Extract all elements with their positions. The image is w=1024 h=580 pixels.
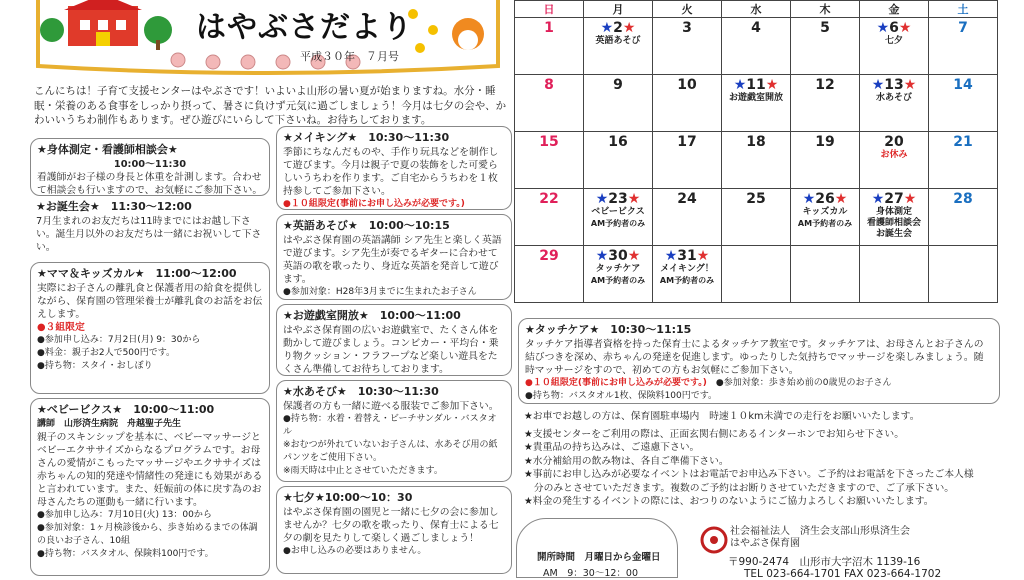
event-title: ★水あそび★ xyxy=(283,385,347,398)
calendar-week-row xyxy=(515,189,998,246)
event-line: ●参加申し込み：7月2日(月) 9：30から xyxy=(37,335,201,345)
day-number-text: 13 xyxy=(884,77,904,93)
day-number-text: 11 xyxy=(746,77,766,93)
star-icon: ★ xyxy=(876,20,890,36)
calendar-day-cell xyxy=(929,18,998,75)
day-number: 8 xyxy=(544,77,554,93)
calendar-week-row xyxy=(515,246,998,303)
event-note: ●お申し込みの必要はありません。 xyxy=(283,546,427,556)
calendar-event: ベビービクス xyxy=(591,207,645,217)
org-line: はやぶさ保育園 xyxy=(730,538,800,549)
calendar-week-row xyxy=(515,18,998,75)
weekday-label: 日 xyxy=(515,1,584,18)
calendar-day-cell xyxy=(515,132,584,189)
calendar-event: 七夕 xyxy=(884,36,903,46)
day-number: 19 xyxy=(815,134,835,150)
event-title: ★身体測定・看護師相談会★ xyxy=(37,143,178,156)
star-icon: ★ xyxy=(595,191,609,207)
day-number xyxy=(586,20,650,36)
event-body: 親子のスキンシップを基本に、ベビーマッサージとベビーエクササイズからなるプログラムです。お母さんの愛情がこもったマッサージやエクササイズは赤ちゃんの知的発達や情緒性の発達にも効果があると言われています。また、妊娠前の体に戻す為のお母さんたちの運動も一緒に行います。 xyxy=(37,432,263,508)
calendar-day-cell xyxy=(722,132,791,189)
calendar-day-cell xyxy=(791,189,860,246)
calendar-event: タッチケア xyxy=(595,264,641,274)
event-limit: ●１０組限定(事前にお申し込みが必要です。) xyxy=(525,378,707,388)
calendar-day-cell xyxy=(515,246,584,303)
event-body: 7月生まれのお友だちは11時までにはお越し下さい。誕生月以外のお友だちは一緒にお祝いして下さい。 xyxy=(36,216,262,253)
day-number: 15 xyxy=(539,134,559,150)
weekday-label: 水 xyxy=(722,1,791,18)
event-line: ●料金：親子お2人で500円です。 xyxy=(37,348,176,358)
calendar-day-cell xyxy=(722,189,791,246)
phone-fax: TEL 023-664-1701 FAX 023-664-1702 xyxy=(744,568,942,580)
calendar-week-row xyxy=(515,132,998,189)
event-body: はやぶさ保育園の英語講師 シア先生と楽しく英語で遊びます。シア先生が奏でるギターに合わせて英語の歌を歌ったり、身近な英語を発音して遊びます。 xyxy=(283,235,502,285)
calendar-day-cell xyxy=(929,189,998,246)
issue-date: 平成３０年 ７月号 xyxy=(300,50,399,63)
event-title: ★お誕生会★ xyxy=(36,200,100,213)
star-icon: ★ xyxy=(898,20,912,36)
calendar-day-cell xyxy=(860,18,929,75)
event-time: 10:30～11:30 xyxy=(357,385,439,398)
day-number: 5 xyxy=(820,20,830,36)
calendar-event: お休み xyxy=(880,150,908,160)
day-number-text: 31 xyxy=(677,248,697,264)
day-number-text: 6 xyxy=(889,20,899,36)
day-number: 24 xyxy=(677,191,697,207)
calendar-day-cell xyxy=(860,132,929,189)
calendar-event: メイキング！ xyxy=(660,264,714,274)
day-number xyxy=(724,77,788,93)
star-icon: ★ xyxy=(664,248,678,264)
event-title: ★ベビービクス★ xyxy=(37,403,123,416)
event-target: ●参加対象：H28年3月までに生まれたお子さん xyxy=(283,287,477,297)
calendar-day-cell xyxy=(860,246,929,303)
notice-list xyxy=(524,410,1004,509)
address: 〒990-2474 山形市大字沼木 1139-16 xyxy=(728,556,921,568)
org-line: 社会福祉法人 済生会支部山形県済生会 xyxy=(730,526,910,537)
event-body: 保護者の方も一緒に遊べる服装でご参加下さい。 xyxy=(283,401,499,412)
day-number xyxy=(586,248,650,264)
event-time: 10:00～10：30 xyxy=(324,491,413,504)
star-icon: ★ xyxy=(696,248,710,264)
calendar-header-row xyxy=(515,1,998,18)
event-time: 10:00～11:00 xyxy=(379,309,461,322)
day-number-text: 2 xyxy=(613,20,623,36)
notice-item: ★支援センターをご利用の際は、正面玄関右側にあるインターホンでお知らせ下さい。 xyxy=(524,428,904,440)
event-box-eigo xyxy=(276,214,512,300)
hours-cloud xyxy=(516,518,678,578)
star-icon: ★ xyxy=(627,248,641,264)
day-number: 7 xyxy=(958,20,968,36)
weekday-label: 木 xyxy=(791,1,860,18)
day-number: 25 xyxy=(746,191,766,207)
calendar-event: お誕生会 xyxy=(875,229,912,239)
page-title: はやぶさだより xyxy=(196,10,413,45)
calendar-day-cell xyxy=(653,18,722,75)
weekday-label: 月 xyxy=(584,1,653,18)
calendar-event: 身体測定 xyxy=(875,207,912,217)
star-icon: ★ xyxy=(871,191,885,207)
calendar-event: お遊戯室開放 xyxy=(728,93,783,103)
star-icon: ★ xyxy=(600,20,614,36)
star-icon: ★ xyxy=(903,77,917,93)
day-number xyxy=(793,191,857,207)
event-title: ★タッチケア★ xyxy=(525,323,600,336)
calendar-day-cell xyxy=(722,246,791,303)
event-line: ●持ち物：水着・着替え・ビーチサンダル・バスタオル xyxy=(283,414,497,437)
calendar xyxy=(514,0,998,303)
event-time: 11:00～12:00 xyxy=(155,267,237,280)
day-number-text: 26 xyxy=(815,191,835,207)
star-icon: ★ xyxy=(903,191,917,207)
calendar-day-cell xyxy=(860,75,929,132)
event-title: ★七夕★ xyxy=(283,491,325,504)
day-number: 10 xyxy=(677,77,697,93)
event-title: ★英語あそび★ xyxy=(283,219,358,232)
calendar-event: キッズカル xyxy=(802,207,848,217)
day-number: 4 xyxy=(751,20,761,36)
day-number xyxy=(655,248,719,264)
day-number-text: 30 xyxy=(608,248,628,264)
event-box-making xyxy=(276,126,512,210)
calendar-day-cell xyxy=(653,75,722,132)
day-number: 21 xyxy=(953,134,973,150)
star-icon: ★ xyxy=(622,20,636,36)
event-title: ★メイキング★ xyxy=(283,131,358,144)
calendar-day-cell xyxy=(653,246,722,303)
calendar-event: AM予約者のみ xyxy=(797,219,853,228)
event-time: 10:00～11:30 xyxy=(113,159,187,170)
event-box-mama xyxy=(30,262,270,394)
star-icon: ★ xyxy=(765,77,779,93)
calendar-day-cell xyxy=(722,18,791,75)
notice-item: ★貴重品の持ち込みは、ご遠慮下さい。 xyxy=(524,442,700,453)
day-number: 18 xyxy=(746,134,766,150)
event-body: はやぶさ保育園の園児と一緒に七夕の会に参加しませんか？七夕の歌を歌ったり、保育士による七夕の劇を見たりして楽しく過ごしましょう！ xyxy=(283,507,499,544)
star-icon: ★ xyxy=(733,77,747,93)
opening-am: AM 9：30～12：00 xyxy=(543,568,639,579)
event-line: ※おむつが外れていないお子さんは、水あそび用の紙パンツをご使用下さい。 xyxy=(283,440,498,463)
calendar-day-cell xyxy=(722,75,791,132)
opening-hours: 開所時間 月曜日から金曜日 xyxy=(537,552,661,563)
calendar-day-cell xyxy=(515,75,584,132)
event-limit: ●１０組限定(事前にお申し込みが必要です。) xyxy=(283,199,465,209)
calendar-week-row xyxy=(515,75,998,132)
event-box-mizu xyxy=(276,380,512,482)
event-box-yugishitsu xyxy=(276,304,512,376)
day-number: 22 xyxy=(539,191,559,207)
event-time: 10:00～11:00 xyxy=(133,403,215,416)
event-line: ●参加申し込み：7月10日(火) 13：00から xyxy=(37,510,212,520)
event-line: ●持ち物：スタイ・おしぼり xyxy=(37,361,153,371)
day-number-text: 23 xyxy=(608,191,628,207)
day-number: 9 xyxy=(613,77,623,93)
calendar-day-cell xyxy=(584,132,653,189)
calendar-day-cell xyxy=(929,75,998,132)
star-icon: ★ xyxy=(871,77,885,93)
calendar-day-cell xyxy=(791,132,860,189)
org-logo-icon xyxy=(700,526,728,554)
day-number: 12 xyxy=(815,77,835,93)
calendar-event: AM予約者のみ xyxy=(590,276,646,285)
event-line: ※雨天時は中止とさせていただきます。 xyxy=(283,466,443,476)
day-number: 20 xyxy=(884,134,904,150)
event-time: 10:30～11:30 xyxy=(368,131,450,144)
calendar-day-cell xyxy=(653,189,722,246)
calendar-day-cell xyxy=(515,189,584,246)
day-number: 17 xyxy=(677,134,697,150)
event-box-baby xyxy=(30,398,270,576)
star-icon: ★ xyxy=(627,191,641,207)
event-time: 11:30～12:00 xyxy=(110,200,192,213)
calendar-day-cell xyxy=(584,75,653,132)
event-line: ●参加対象：1ヶ月検診後から、歩き始めるまでの体調の良いお子さん、10組 xyxy=(37,523,258,546)
calendar-day-cell xyxy=(791,18,860,75)
day-number xyxy=(862,191,926,207)
calendar-event: 看護師相談会 xyxy=(866,218,921,228)
weekday-label: 土 xyxy=(929,1,998,18)
event-limit: ●３組限定 xyxy=(37,322,85,333)
day-number xyxy=(862,20,926,36)
calendar-day-cell xyxy=(929,246,998,303)
calendar-day-cell xyxy=(653,132,722,189)
event-items: ●持ち物：バスタオル1枚、保険料100円です。 xyxy=(525,391,718,401)
day-number: 29 xyxy=(539,248,559,264)
day-number: 1 xyxy=(544,20,554,36)
calendar-day-cell xyxy=(584,18,653,75)
star-icon: ★ xyxy=(802,191,816,207)
calendar-day-cell xyxy=(791,75,860,132)
calendar-event: AM予約者のみ xyxy=(590,219,646,228)
event-box-touch xyxy=(518,318,1000,404)
event-body: 実際にお子さんの離乳食と保護者用の給食を提供しながら、保育園の管理栄養士が離乳食のお話をお伝えします。 xyxy=(37,283,263,320)
event-body: 季節にちなんだものや、手作り玩具などを制作して遊びます。今月は親子で夏の装飾をした可愛らしいうちわを作ります。ご自宅からうちわを１枚持参してご参加下さい。 xyxy=(283,147,499,197)
calendar-day-cell xyxy=(791,246,860,303)
event-title: ★ママ＆キッズカル★ xyxy=(37,267,145,280)
calendar-day-cell xyxy=(929,132,998,189)
org-name xyxy=(730,526,910,550)
calendar-event: AM予約者のみ xyxy=(659,276,715,285)
star-icon: ★ xyxy=(595,248,609,264)
event-instructor: 講師 山形済生病院 舟越聖子先生 xyxy=(37,419,182,429)
event-time: 10:30～11:15 xyxy=(610,323,692,336)
weekday-label: 金 xyxy=(860,1,929,18)
calendar-day-cell xyxy=(515,18,584,75)
event-box-tanabata xyxy=(276,486,512,574)
day-number: 14 xyxy=(953,77,973,93)
event-box-shintai xyxy=(30,138,270,196)
calendar-day-cell xyxy=(860,189,929,246)
day-number-text: 27 xyxy=(884,191,904,207)
calendar-day-cell xyxy=(584,246,653,303)
weekday-label: 火 xyxy=(653,1,722,18)
event-target: ●参加対象：歩き始め前の0歳児のお子さん xyxy=(715,378,892,388)
intro-text: こんにちは！子育て支援センターはやぶさです！いよいよ山形の暑い夏が始まりますね。水分・睡眠・栄養のある食事をしっかり摂って、暑さに負けず元気に過ごしましょう！今月は七夕の会や、かわいいうちわ制作もあります。ぜひ遊びにいらして下さいね。お待ちしております。 xyxy=(34,85,507,126)
notice-item: ★料金の発生するイベントの際には、おつりのないようにご協力よろしくお願いいたします。 xyxy=(524,496,934,507)
calendar-day-cell xyxy=(584,189,653,246)
event-body: タッチケア指導者資格を持った保育士によるタッチケア教室です。タッチケアは、お母さんとお子さんの結びつきを深め、赤ちゃんの発達を促進します。ゆったりした気持ちでマッサージを楽しみましょう。随時マッサージをすので、初めての方もお気軽にご参加下さい。 xyxy=(525,339,984,376)
calendar-event: 英語あそび xyxy=(595,36,641,46)
notice-item: 分のみとさせていただきます。複数のご予約はお断りさせていただきますので、ご了承下さい。 xyxy=(524,482,955,494)
event-line: ●持ち物：バスタオル、保険料100円です。 xyxy=(37,549,214,559)
event-body: はやぶさ保育園の広いお遊戯室で、たくさん体を動かして遊びましょう。コンビカー・平均台・乗り物クッション・フラフープなど楽しい遊具をたくさん準備してお待ちしております。 xyxy=(283,325,499,375)
day-number: 16 xyxy=(608,134,628,150)
event-body: 看護師がお子様の身長と体重を計測します。合わせて相談会も行いますので、お気軽にご参加下さい。 xyxy=(37,172,263,196)
star-icon: ★ xyxy=(834,191,848,207)
event-title: ★お遊戯室開放★ xyxy=(283,309,369,322)
day-number xyxy=(586,191,650,207)
calendar-body xyxy=(515,18,998,303)
event-box-tanjokai xyxy=(30,196,270,256)
event-time: 10:00～10:15 xyxy=(368,219,450,232)
notice-item: ★お車でお越しの方は、保育園駐車場内 時速１０km未満での走行をお願いいたします。 xyxy=(524,411,920,422)
day-number xyxy=(862,77,926,93)
day-number: 3 xyxy=(682,20,692,36)
notice-item: ★事前にお申し込みが必要なイベントはお電話でお申込み下さい。ご予約はお電話を下さったご本人様 xyxy=(524,469,974,480)
calendar-event: 水あそび xyxy=(875,93,912,103)
notice-item: ★水分補給用の飲み物は、各自ご準備下さい。 xyxy=(524,455,729,467)
day-number: 28 xyxy=(953,191,973,207)
